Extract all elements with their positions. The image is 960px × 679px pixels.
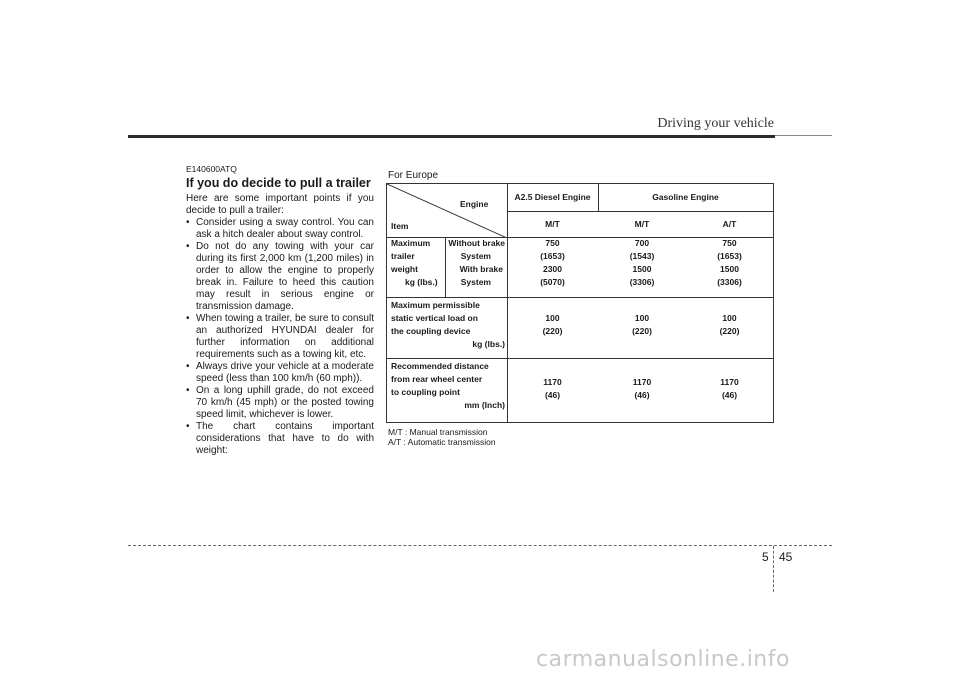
bullet-icon: • — [186, 361, 190, 372]
bullet-item — [186, 241, 374, 313]
value-line: (5070) — [540, 277, 565, 287]
trailer-spec-table — [386, 183, 774, 423]
value-cell — [686, 376, 773, 402]
bullet-text: The chart contains important considerations that have to do with weight: — [196, 421, 374, 456]
value-line: 700 — [634, 238, 650, 248]
value-line: 100 — [545, 313, 560, 323]
table-caption: For Europe — [388, 170, 439, 181]
note-line: A/T : Automatic transmission — [388, 437, 496, 447]
transmission-header: A/T — [722, 219, 737, 229]
value-line: (3306) — [629, 277, 655, 287]
bullet-item — [186, 217, 374, 241]
row-label-line: to coupling point — [391, 387, 460, 397]
value-line: 1500 — [720, 264, 739, 274]
chapter-number: 5 — [762, 550, 769, 564]
value-line: (46) — [634, 390, 650, 400]
value-line: (46) — [721, 390, 738, 400]
bullet-icon: • — [186, 241, 190, 252]
bullet-list — [186, 217, 374, 457]
row-label-line: weight — [391, 264, 418, 274]
value-line: 100 — [722, 313, 737, 323]
value-line: 750 — [722, 238, 737, 248]
row-label-line: from rear wheel center — [391, 374, 483, 384]
value-cell — [598, 312, 686, 338]
intro-paragraph: Here are some important points if you decide to pull a trailer: — [186, 193, 374, 216]
bullet-icon: • — [186, 217, 190, 228]
value-cell — [598, 237, 686, 289]
page-header-title: Driving your vehicle — [657, 116, 774, 131]
sub-label-line: With brake — [459, 264, 503, 274]
bullet-item — [186, 313, 374, 361]
value-cell — [598, 376, 686, 402]
value-line: (1653) — [717, 251, 742, 261]
value-cell — [507, 376, 598, 402]
value-line: (1543) — [629, 251, 655, 261]
bullet-icon: • — [186, 421, 190, 432]
page-number: 45 — [779, 550, 793, 564]
value-cell — [686, 237, 773, 289]
watermark: carmanualsonline.info — [536, 647, 790, 672]
value-cell — [507, 237, 598, 289]
sub-label-line: System — [460, 277, 491, 287]
value-cell — [507, 312, 598, 338]
section-heading: If you do decide to pull a trailer — [186, 176, 371, 190]
row-label-vertical-load — [391, 299, 505, 351]
footer-rule — [128, 545, 832, 546]
header-rule — [128, 135, 775, 138]
corner-item-label: Item — [391, 221, 409, 231]
value-cell — [686, 312, 773, 338]
row-label-line: trailer — [391, 251, 415, 261]
row-label-line: the coupling device — [391, 326, 471, 336]
bullet-item — [186, 385, 374, 421]
row-label-distance — [391, 360, 505, 412]
value-line: 1500 — [632, 264, 652, 274]
engine-header-gasoline: Gasoline Engine — [652, 192, 719, 202]
table-divider — [387, 297, 773, 298]
row-label-line: Maximum permissible — [391, 300, 480, 310]
table-divider — [507, 211, 773, 212]
value-line: 2300 — [543, 264, 562, 274]
table-divider — [387, 358, 773, 359]
row-label-line: Maximum — [391, 238, 431, 248]
row-label-line: static vertical load on — [391, 313, 478, 323]
table-notes — [388, 427, 496, 447]
transmission-header: M/T — [634, 219, 650, 229]
value-line: (1653) — [540, 251, 565, 261]
bullet-text: When towing a trailer, be sure to consult an authorized HYUNDAI dealer for further information on additional requirements such as a towing kit, etc. — [196, 313, 374, 360]
header-rule-tail — [775, 135, 832, 136]
footer-separator — [773, 546, 774, 592]
value-line: 750 — [545, 238, 560, 248]
value-line: (220) — [632, 326, 652, 336]
section-code: E140600ATQ — [186, 164, 237, 174]
row-label-unit: kg (lbs.) — [472, 339, 505, 349]
bullet-text: On a long uphill grade, do not exceed 70 km/h (45 mph) or the posted towing speed limit, whichever is lower. — [196, 385, 374, 420]
row-label-unit: kg (lbs.) — [405, 277, 438, 287]
sub-label-line: Without brake — [448, 238, 505, 248]
sub-label-line: System — [460, 251, 491, 261]
value-line: 1170 — [720, 377, 739, 387]
value-line: (3306) — [717, 277, 742, 287]
bullet-icon: • — [186, 313, 190, 324]
bullet-item — [186, 421, 374, 457]
value-line: 1170 — [632, 377, 652, 387]
value-line: 1170 — [543, 377, 562, 387]
row-label-unit: mm (Inch) — [464, 400, 505, 410]
bullet-text: Always drive your vehicle at a moderate speed (less than 100 km/h (60 mph)). — [196, 361, 374, 384]
sub-label-without-brake — [445, 237, 507, 289]
transmission-header: M/T — [545, 219, 560, 229]
value-line: (46) — [544, 390, 561, 400]
note-line: M/T : Manual transmission — [388, 427, 488, 437]
value-line: (220) — [719, 326, 740, 336]
value-line: (220) — [542, 326, 563, 336]
bullet-text: Consider using a sway control. You can ask a hitch dealer about sway control. — [196, 217, 374, 240]
row-label-line: Recommended distance — [391, 361, 489, 371]
row-label-max-trailer — [391, 237, 438, 289]
engine-header-diesel: A2.5 Diesel Engine — [514, 192, 591, 202]
bullet-item — [186, 361, 374, 385]
corner-engine-label: Engine — [460, 199, 489, 209]
value-line: 100 — [634, 313, 650, 323]
bullet-text: Do not do any towing with your car during its first 2,000 km (1,200 miles) in order to allow the engine to properly break in. Failure to heed this caution may result in serious engine or transmission damage. — [196, 241, 374, 312]
bullet-icon: • — [186, 385, 190, 396]
